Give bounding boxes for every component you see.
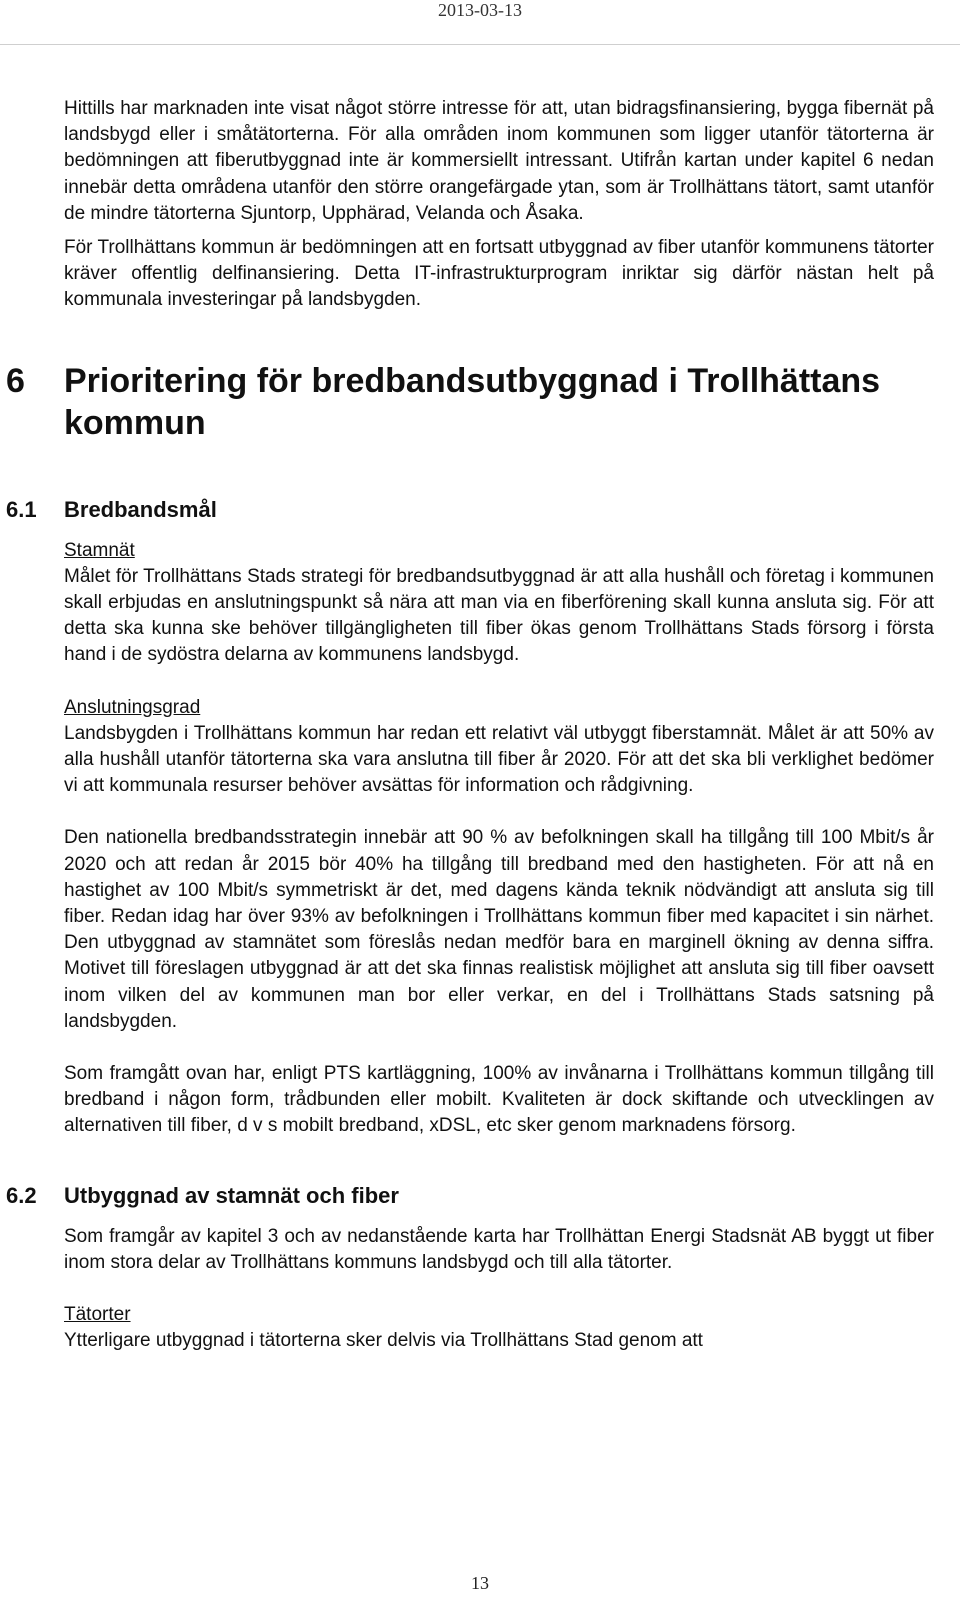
chapter-number: 6 — [6, 361, 25, 400]
intro-paragraph-2: För Trollhättans kommun är bedömningen att en fortsatt utbyggnad av fiber utanför kommunens tätorter kräver offentlig delfinansiering. Detta IT-infrastrukturprogram inriktar sig därför nästan helt på kommunala investeringar på landsbygden. — [64, 237, 934, 311]
tatorter-paragraph: Ytterligare utbyggnad i tätorterna sker delvis via Trollhättans Stad genom att — [64, 1330, 703, 1352]
chapter-title: Prioritering för bredbandsutbyggnad i Trollhättans kommun — [64, 361, 881, 442]
stamnat-paragraph: Målet för Trollhättans Stads strategi för bredbandsutbyggnad är att alla hushåll och företag i kommunen skall erbjudas en anslutningspunkt så nära att man via en fiberförening skall kunna ansluta sig. För att detta ska kunna ske behöver tillgängligheten till fiber ökas genom Trollhättans Stads försorg i första hand i de sydöstra delarna av kommunens landsbygd. — [64, 565, 934, 666]
section-number: 6.2 — [6, 1182, 37, 1208]
section-title: Bredbandsmål — [64, 496, 217, 522]
subheading-anslutningsgrad: Anslutningsgrad — [64, 696, 201, 718]
anslutningsgrad-paragraph: Landsbygden i Trollhättans kommun har redan ett relativt väl utbyggt fiberstamnät. Målet är att 50% av alla hushåll utanför tätorterna ska vara anslutna till fiber år 2020. För att det ska bli verklighet bedömer vi att kommunala resurser behöver avsättas för information och rådgivning. — [64, 722, 934, 797]
section-number: 6.1 — [6, 496, 37, 522]
section-6-1-heading — [6, 496, 934, 524]
chapter-6-heading — [6, 360, 934, 444]
national-strategy-paragraph: Den nationella bredbandsstrategin innebär att 90 % av befolkningen skall ha tillgång till 100 Mbit/s år 2020 och att redan år 2015 bör 40% ha tillgång till bredband med den hastigheten. För att nå en hastighet av 100 Mbit/s symmetriskt är det, med dagens kända teknik nödvändigt att ansluta sig till fiber. Redan idag har över 93% av befolkningen i Trollhättans kommun fiber med kapacitet i sin närhet. Den utbyggnad av stamnätet som föreslås nedan medför bara en marginell ökning av denna siffra. Motivet till föreslagen utbyggnad är att det ska finnas realistisk möjlighet att ansluta sig till fiber oavsett inom vilken del av kommunen man bor eller verkar, en del i Trollhättans Stads satsning på landsbygden. — [64, 827, 934, 1032]
intro-paragraph-1: Hittills har marknaden inte visat något större intresse för att, utan bidragsfinansiering, bygga fibernät på landsbygd eller i småtätorterna. För alla områden inom kommunen som ligger utanför tätorterna är bedömningen att fiberutbyggnad inte är kommersiellt intressant. Utifrån kartan under kapitel 6 nedan innebär detta områdena utanför den större orangefärgade ytan, som är Trollhättans tätort, samt utanför de mindre tätorterna Sjuntorp, Upphärad, Velanda och Åsaka. — [64, 98, 934, 224]
pts-paragraph: Som framgått ovan har, enligt PTS kartläggning, 100% av invånarna i Trollhättans kommun tillgång till bredband i någon form, trådbunden eller mobilt. Kvaliteten är dock skiftande och utvecklingen av alternativen till fiber, d v s mobilt bredband, xDSL, etc sker genom marknadens försorg. — [64, 1063, 934, 1137]
section-6-2-paragraph: Som framgår av kapitel 3 och av nedanstående karta har Trollhättan Energi Stadsnät AB byggt ut fiber inom stora delar av Trollhättans kommuns landsbygd och till alla tätorter. — [64, 1225, 934, 1273]
subheading-stamnat: Stamnät — [64, 539, 135, 561]
page-number: 13 — [471, 1573, 489, 1593]
page-header — [0, 0, 960, 45]
document-body — [6, 96, 934, 1355]
subheading-tatorter: Tätorter — [64, 1304, 131, 1326]
header-date: 2013-03-13 — [438, 0, 522, 20]
section-title: Utbyggnad av stamnät och fiber — [64, 1182, 399, 1208]
section-6-2-heading — [6, 1182, 934, 1210]
